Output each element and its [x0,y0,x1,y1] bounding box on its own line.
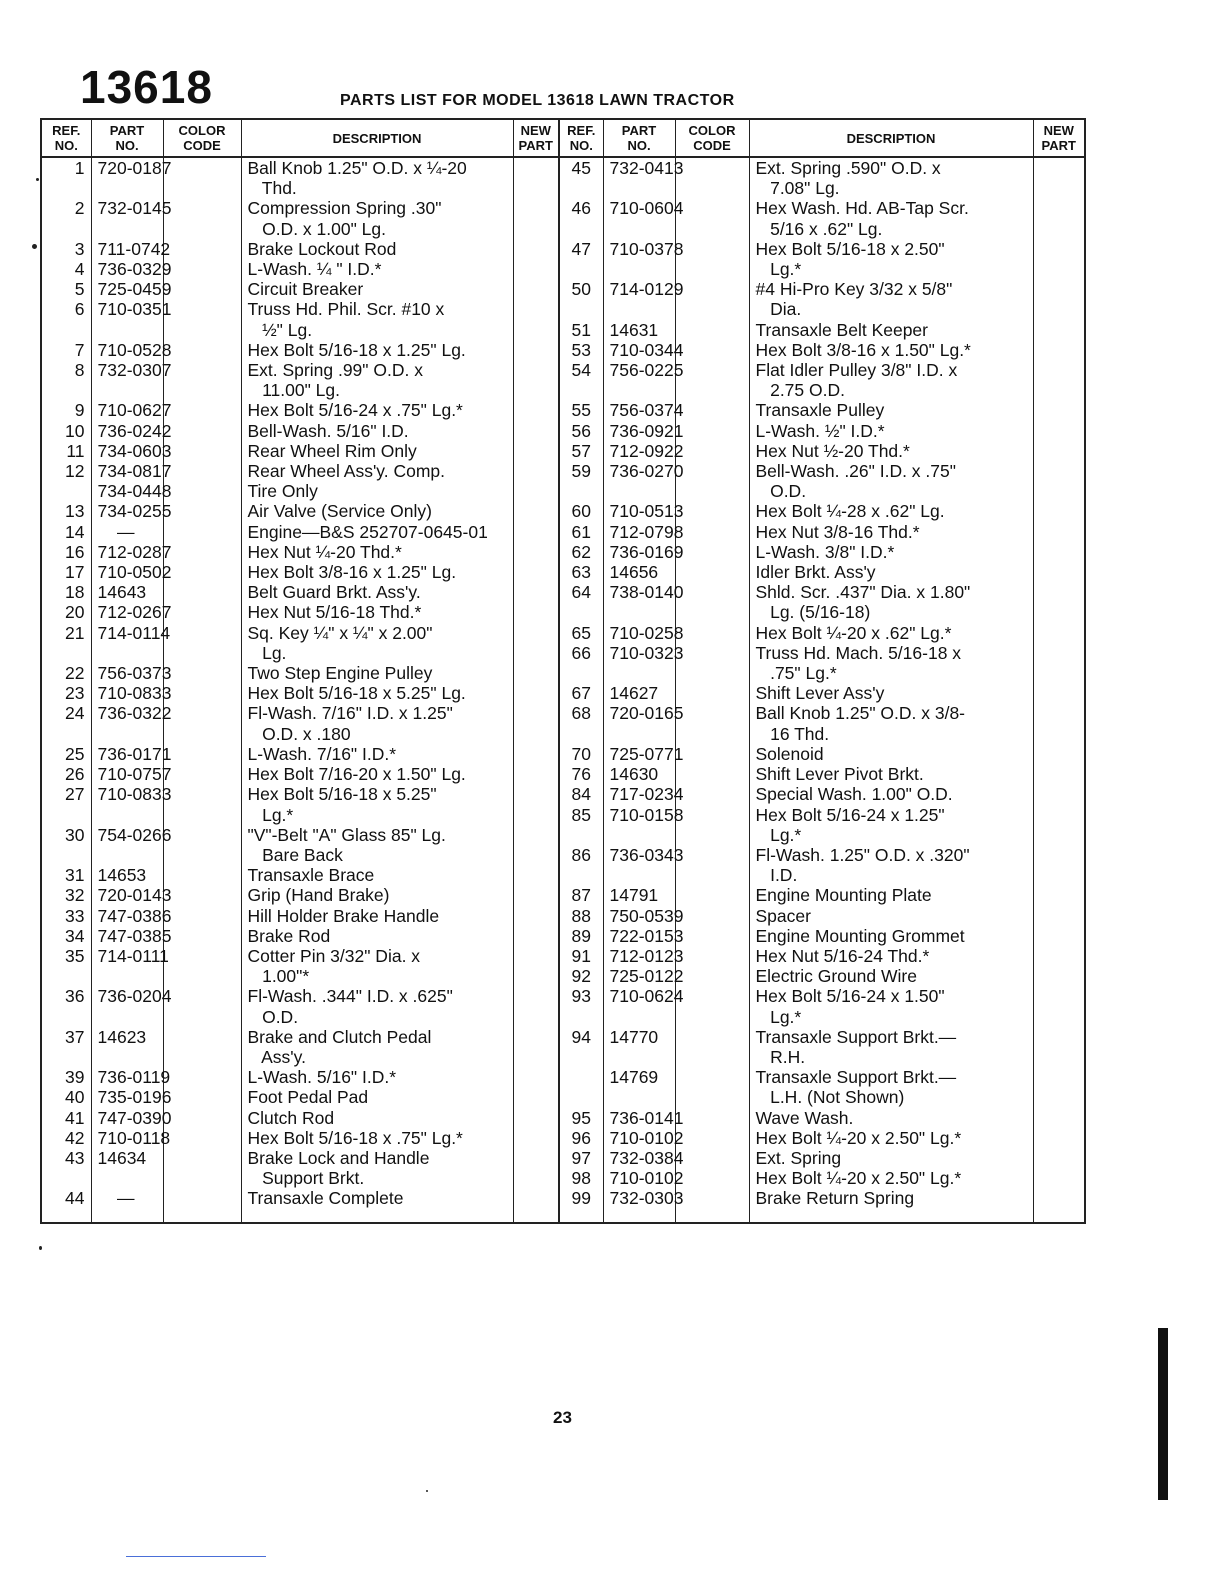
right-description-column: Ext. Spring .590" O.D. x 7.08" Lg. Hex Wash. Hd. AB-Tap Scr. 5/16 x .62" Lg. Hex Bolt 5/16-18 x 2.50" Lg.* #4 Hi-Pro Key 3/32 x 5/8" Dia. Transaxle Belt Keeper Hex Bolt 3/8-16 x 1.50" Lg.* Flat Idler Pulley 3/8" I.D. x 2.75 O.D. Transaxle Pulley L-Wash. ½" I.D.* Hex Nut ½-20 Thd.* Bell-Wash. .26" I.D. x .75" O.D. Hex Bolt ¼-28 x .62" Lg. Hex Nut 3/8-16 Thd.* L-Wash. 3/8" I.D.* Idler Brkt. Ass'y Shld. Scr. .437" Dia. x 1.80" Lg. (5/16-18) Hex Bolt ¼-20 x .62" Lg.* Truss Hd. Mach. 5/16-18 x .75" Lg.* Shift Lever Ass'y Ball Knob 1.25" O.D. x 3/8- 16 Thd. Solenoid Shift Lever Pivot Brkt. Special Wash. 1.00" O.D. Hex Bolt 5/16-24 x 1.25" Lg.* Fl-Wash. 1.25" O.D. x .320" I.D. Engine Mounting Plate Spacer Engine Mounting Grommet Hex Nut 5/16-24 Thd.* Electric Ground Wire Hex Bolt 5/16-24 x 1.50" Lg.* Transaxle Support Brkt.— R.H. Transaxle Support Brkt.— L.H. (Not Shown) Wave Wash. Hex Bolt ¼-20 x 2.50" Lg.* Ext. Spring Hex Bolt ¼-20 x 2.50" Lg.* Brake Return Spring [749,157,1033,1223]
right-ref-column: 45 46 47 50 51 53 54 55 56 57 59 60 61 62 63 64 65 66 67 68 70 76 84 85 86 87 88 89 91 92 93 94 95 96 97 98 99 [559,157,603,1223]
scan-speck [32,244,37,249]
header-color-code: COLOR CODE [163,119,241,157]
header-description: DESCRIPTION [241,119,513,157]
header-ref-no-right: REF. NO. [559,119,603,157]
left-ref-column: 1 2 3 4 5 6 7 8 9 10 11 12 13 14 16 17 18 20 21 22 23 24 25 26 27 30 31 32 33 34 35 36 37 39 40 41 42 43 44 [41,157,91,1223]
scan-edge-line [126,1556,266,1557]
right-new-part-column [1033,157,1085,1223]
left-new-part-column [513,157,559,1223]
scan-speck [36,178,39,181]
page-number: 23 [553,1408,572,1427]
header-description-right: DESCRIPTION [749,119,1033,157]
left-part-no-column: 720-0187 732-0145 711-0742 736-0329 725-0459 710-0351 710-0528 732-0307 710-0627 736-0242 734-0603 734-0817 734-0448 734-0255 — 712-0287 710-0502 14643 712-0267 714-0114 756-0373 710-0833 736-0322 736-0171 710-0757 710-0833 754-0266 14653 720-0143 747-0386 747-0385 714-0111 736-0204 14623 736-0119 735-0196 747-0390 710-0118 14634 — [91,157,163,1223]
header-ref-no: REF. NO. [41,119,91,157]
header-part-no-right: PART NO. [603,119,675,157]
model-number: 13618 [80,61,213,113]
parts-list-table [40,118,1086,1224]
left-description-column: Ball Knob 1.25" O.D. x ¼-20 Thd. Compression Spring .30" O.D. x 1.00" Lg. Brake Lockout Rod L-Wash. ¼ " I.D.* Circuit Breaker Truss Hd. Phil. Scr. #10 x ½" Lg. Hex Bolt 5/16-18 x 1.25" Lg. Ext. Spring .99" O.D. x 11.00" Lg. Hex Bolt 5/16-24 x .75" Lg.* Bell-Wash. 5/16" I.D. Rear Wheel Rim Only Rear Wheel Ass'y. Comp. Tire Only Air Valve (Service Only) Engine—B&S 252707-0645-01 Hex Nut ¼-20 Thd.* Hex Bolt 3/8-16 x 1.25" Lg. Belt Guard Brkt. Ass'y. Hex Nut 5/16-18 Thd.* Sq. Key ¼" x ¼" x 2.00" Lg. Two Step Engine Pulley Hex Bolt 5/16-18 x 5.25" Lg. Fl-Wash. 7/16" I.D. x 1.25" O.D. x .180 L-Wash. 7/16" I.D.* Hex Bolt 7/16-20 x 1.50" Lg. Hex Bolt 5/16-18 x 5.25" Lg.* "V"-Belt "A" Glass 85" Lg. Bare Back Transaxle Brace Grip (Hand Brake) Hill Holder Brake Handle Brake Rod Cotter Pin 3/32" Dia. x 1.00"* Fl-Wash. .344" I.D. x .625" O.D. Brake and Clutch Pedal Ass'y. L-Wash. 5/16" I.D.* Foot Pedal Pad Clutch Rod Hex Bolt 5/16-18 x .75" Lg.* Brake Lock and Handle Support Brkt. Transaxle Complete [241,157,513,1223]
page-title: PARTS LIST FOR MODEL 13618 LAWN TRACTOR [340,92,735,109]
right-color-code-column [675,157,749,1223]
header-color-code-right: COLOR CODE [675,119,749,157]
right-part-no-column: 732-0413 710-0604 710-0378 714-0129 14631 710-0344 756-0225 756-0374 736-0921 712-0922 736-0270 710-0513 712-0798 736-0169 14656 738-0140 710-0258 710-0323 14627 720-0165 725-0771 14630 717-0234 710-0158 736-0343 14791 750-0539 722-0153 712-0123 725-0122 710-0624 14770 14769 736-0141 710-0102 732-0384 710-0102 732-0303 [603,157,675,1223]
scan-margin-bar [1158,1328,1168,1500]
scan-speck [426,1490,428,1492]
header-new-part-right: NEW PART [1033,119,1085,157]
scan-speck [39,1246,42,1250]
header-part-no: PART NO. [91,119,163,157]
left-color-code-column [163,157,241,1223]
header-new-part: NEW PART [513,119,559,157]
